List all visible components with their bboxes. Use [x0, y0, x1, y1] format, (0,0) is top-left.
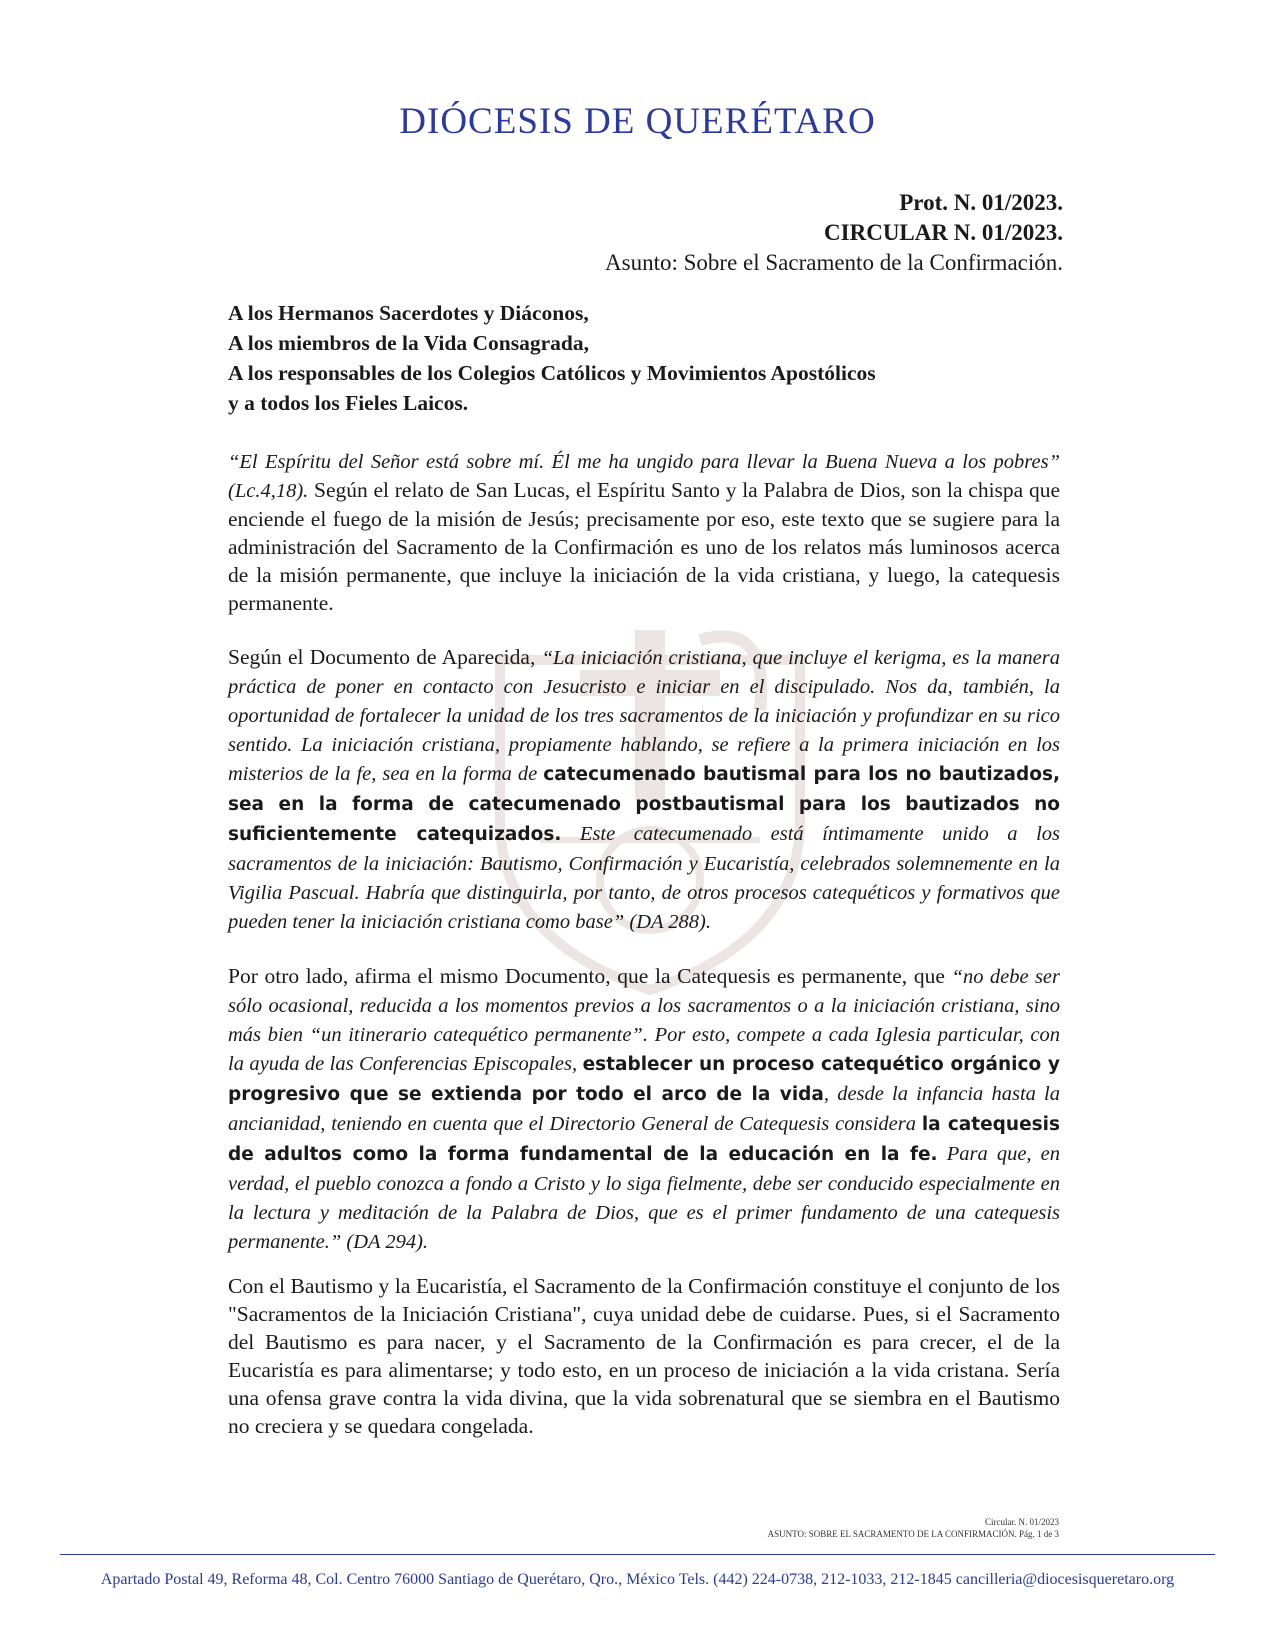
paragraph-2 — [228, 643, 1060, 936]
aparecida-quote: Este catecumenado está íntimamente unido a los sacramentos de la iniciación: Bautismo, Confirmación y Eucaristía, celebrados solemnemente en la Vigilia Pascual. Habría que distinguirla, por tanto, de otros procesos catequéticos y formativos que pueden tener la iniciación cristiana como base” (DA 288). — [228, 823, 1061, 933]
paragraph-text: Según el Documento de Aparecida, — [228, 645, 542, 669]
aparecida-quote: , desde la infancia hasta la ancianidad, teniendo en cuenta que el Directorio General de Catequesis considera — [228, 1083, 1060, 1135]
footer-divider — [60, 1554, 1215, 1555]
address-text: Apartado Postal 49, Reforma 48, Col. Centro 76000 Santiago de Querétaro, Qro., México Tels. (442) 224-0738, 212-1033, 212-1845 cancilleria@diocesisqueretaro.org — [100, 1571, 1175, 1588]
footer-reference — [768, 1516, 1059, 1540]
addressee-line: y a todos los Fieles Laicos. — [228, 391, 469, 415]
paragraph-4: Con el Bautismo y la Eucaristía, el Sacramento de la Confirmación constituye el conjunto de los "Sacramentos de la Iniciación Cristiana", cuya unidad debe de cuidarse. Pues, si el Sacramento del Bautismo es para nacer, y el Sacramento de la Confirmación es para crecer, el de la Eucaristía es para alimentarse; y todo esto, en un proceso de iniciación a la vida cristana. Sería una ofensa grave contra la vida divina, que la vida sobrenatural que se siembra en el Bautismo no creciera y se quedara congelada. — [228, 1274, 1060, 1438]
aparecida-quote: “no debe ser sólo ocasional, reducida a los momentos previos a los sacramentos o a la iniciación cristiana, sino más bien “un itinerario catequético permanente”. Por esto, compete a cada Iglesia particular, con la ayuda de las Conferencias Episcopales, — [228, 966, 1061, 1075]
footer-address — [0, 1571, 1275, 1589]
aparecida-quote: Para que, en verdad, el pueblo conozca a fondo a Cristo y lo siga fielmente, debe ser conducido especialmente en la lectura y meditación de la Palabra de Dios, que es el primer fundamento de una catequesis permanente.” (DA 294). — [228, 1143, 1061, 1253]
addressees-block — [228, 298, 1048, 418]
circular-number: CIRCULAR N. 01/2023. — [824, 220, 1063, 245]
footer-subject-page: ASUNTO: SOBRE EL SACRAMENTO DE LA CONFIRMACIÓN. Pág. 1 de 3 — [767, 1529, 1059, 1539]
paragraph-1 — [228, 447, 1060, 617]
addressee-line: A los responsables de los Colegios Católicos y Movimientos Apostólicos — [228, 361, 876, 385]
paragraph-text: Por otro lado, afirma el mismo Documento, que la Catequesis es permanente, que — [228, 964, 952, 988]
paragraph-text: Según el relato de San Lucas, el Espíritu Santo y la Palabra de Dios, son la chispa que enciende el fuego de la misión de Jesús; precisamente por eso, este texto que se sugiere para la administración del Sacramento de la Confirmación es uno de los relatos más luminosos acerca de la misión permanente, que incluye la iniciación de la vida cristiana, y luego, la catequesis permanente. — [228, 478, 1060, 615]
reference-block — [605, 188, 1063, 278]
scripture-quote: “El Espíritu del Señor está sobre mí. Él me ha ungido para llevar la Buena Nueva a los pobres” (Lc.4,18). — [228, 451, 1060, 502]
emphasis-text: la catequesis de adultos como la forma fundamental de la educación en la fe. — [228, 1114, 1061, 1165]
aparecida-quote: “La iniciación cristiana, que incluye el kerigma, es la manera práctica de poner en contacto con Jesucristo e iniciar en el discipulado. Nos da, también, la oportunidad de fortalecer la unidad de los tres sacramentos de la iniciación y profundizar en su rico sentido. La iniciación cristiana, propiamente hablando, se refiere a la primera iniciación en los misterios de la fe, sea en la forma de — [228, 647, 1060, 785]
subject-line: Asunto: Sobre el Sacramento de la Confirmación. — [605, 250, 1063, 275]
footer-circular: Circular. N. 01/2023 — [985, 1517, 1059, 1527]
protocol-number: Prot. N. 01/2023. — [899, 190, 1063, 215]
emphasis-text: establecer un proceso catequético orgánico y progresivo que se extienda por todo el arco de la vida — [228, 1054, 1060, 1105]
emphasis-text: catecumenado bautismal para los no bautizados, sea en la forma de catecumenado postbautismal para los bautizados no suficientemente catequizados. — [228, 764, 1060, 845]
paragraph-3 — [228, 962, 1060, 1256]
addressee-line: A los miembros de la Vida Consagrada, — [228, 331, 589, 355]
addressee-line: A los Hermanos Sacerdotes y Diáconos, — [228, 301, 589, 325]
diocese-title: DIÓCESIS DE QUERÉTARO — [399, 101, 876, 142]
